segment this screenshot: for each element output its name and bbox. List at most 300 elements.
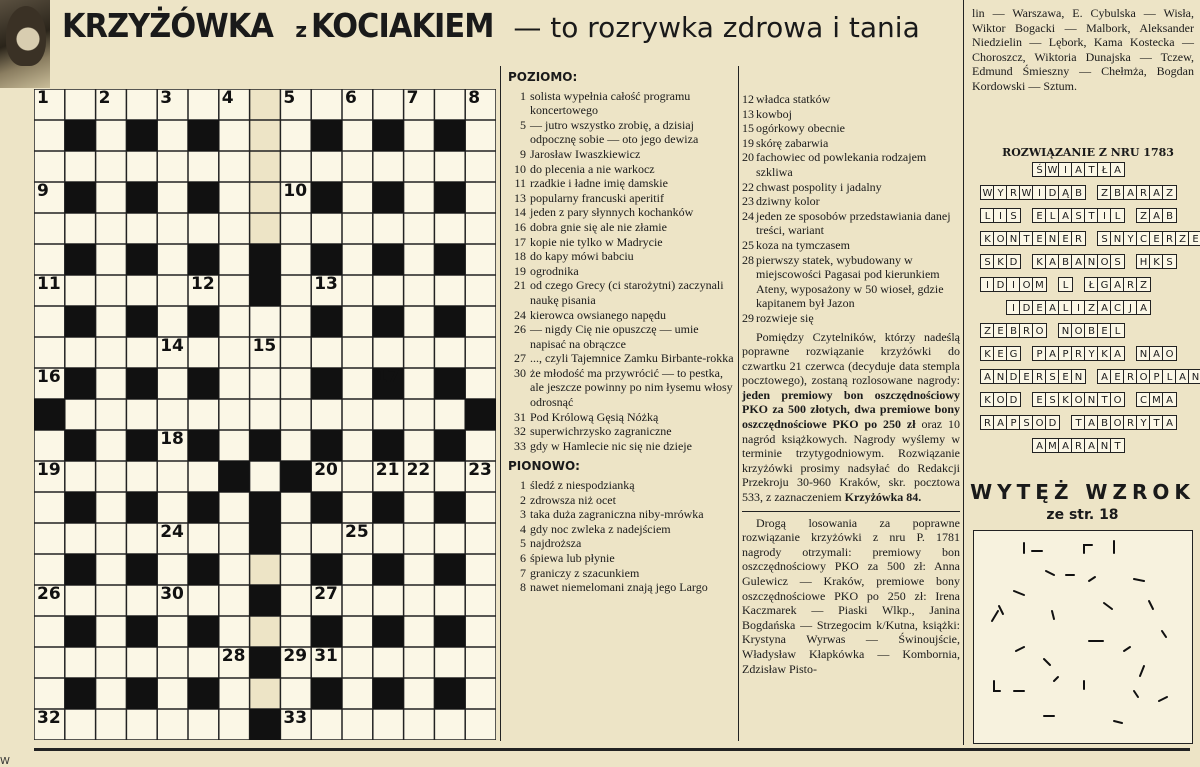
solution-cell: R bbox=[1136, 185, 1151, 200]
solution-cell: Y bbox=[993, 185, 1008, 200]
solution-cell: L bbox=[1045, 208, 1060, 223]
clue-number: 16 bbox=[514, 219, 526, 234]
clue-item bbox=[504, 424, 736, 439]
clue-text: Jarosław Iwaszkiewicz bbox=[530, 146, 641, 161]
wytez-puzzle-image bbox=[973, 530, 1193, 744]
clue-item bbox=[504, 235, 736, 250]
solution-cell: Ł bbox=[1097, 162, 1112, 177]
black-cell bbox=[250, 492, 281, 523]
clues-column-2 bbox=[742, 92, 960, 676]
solution-cell: A bbox=[1149, 208, 1164, 223]
clue-item bbox=[742, 136, 960, 151]
solution-cell: D bbox=[993, 277, 1008, 292]
solution-cell: A bbox=[1110, 162, 1125, 177]
solution-cell: P bbox=[1006, 415, 1021, 430]
clue-text: od czego Grecy (ci starożytni) zaczynali naukę pisania bbox=[530, 278, 724, 307]
solution-cell: N bbox=[1006, 231, 1021, 246]
solution-cell: K bbox=[1058, 392, 1073, 407]
solution-cell: E bbox=[1097, 323, 1112, 338]
clue-text: do plecenia a nie warkocz bbox=[530, 161, 655, 176]
solution-cell: Z bbox=[1175, 231, 1190, 246]
solution-cell: O bbox=[1032, 323, 1047, 338]
solution-cell: A bbox=[1149, 346, 1164, 361]
solution-cell: A bbox=[1149, 185, 1164, 200]
clue-item bbox=[742, 194, 960, 209]
cell-number: 7 bbox=[406, 88, 419, 108]
cell-number: 14 bbox=[160, 336, 184, 356]
solution-cell: I bbox=[1097, 208, 1112, 223]
cell-number: 16 bbox=[37, 367, 61, 387]
black-cell bbox=[65, 678, 96, 709]
clue-number: 19 bbox=[742, 135, 754, 150]
clue-item bbox=[504, 176, 736, 191]
solution-cell: O bbox=[1110, 392, 1125, 407]
solution-cell: R bbox=[1019, 323, 1034, 338]
solution-cell: I bbox=[993, 208, 1008, 223]
black-cell bbox=[188, 492, 219, 523]
black-cell bbox=[126, 492, 157, 523]
clue-number: 33 bbox=[514, 438, 526, 453]
cell-number: 29 bbox=[283, 646, 308, 666]
bottom-rule bbox=[34, 748, 1190, 751]
clue-text: ogrodnika bbox=[530, 263, 579, 278]
black-cell bbox=[311, 244, 342, 275]
black-cell bbox=[311, 492, 342, 523]
solution-cell: L bbox=[1058, 300, 1073, 315]
solution-cell: M bbox=[1032, 277, 1047, 292]
solution-cell: A bbox=[993, 415, 1008, 430]
solution-cell: O bbox=[993, 231, 1008, 246]
solution-cell: C bbox=[1136, 231, 1151, 246]
clue-text: zdrowsza niż ocet bbox=[530, 492, 616, 507]
solution-cell: N bbox=[993, 369, 1008, 384]
solution-cell: A bbox=[1110, 346, 1125, 361]
clue-text: superwichrzysko zagraniczne bbox=[530, 424, 672, 439]
solution-cell: N bbox=[1188, 369, 1200, 384]
footer-text: W bbox=[0, 756, 10, 767]
black-cell bbox=[250, 585, 281, 616]
clue-item bbox=[504, 205, 736, 220]
solution-cell: T bbox=[1019, 231, 1034, 246]
solution-cell: S bbox=[1071, 208, 1086, 223]
clue-item bbox=[504, 162, 736, 177]
clue-item bbox=[742, 311, 960, 326]
solution-cell: N bbox=[1110, 231, 1125, 246]
clue-text: że młodość ma przywrócić — to pestka, ale jeszcze powinny po nim łysemu włosy odrosnąć bbox=[530, 365, 733, 410]
black-cell bbox=[311, 616, 342, 647]
clue-item bbox=[742, 92, 960, 107]
clue-text: — nigdy Cię nie opuszczę — umie napisać na obrączce bbox=[530, 322, 699, 351]
cell-number: 8 bbox=[468, 88, 481, 108]
winners-info: Drogą losowania za poprawne rozwiązanie krzyżówki z nru P. 1781 nagrody otrzymali: premiowy bon oszczędnościowy PKO za 500 zł: Anna Gulewicz — Kraków, premiowe bony oszczędnościowe PKO po 250 zł: Irena Kaczmarek — Piaski Wlkp., Janina Bogdańska — Strzegocim k/Kutna, książki: Krystyna Wyrwas — Świnoujście, Władysław Kłapkówka — Kombornia, Zdzisław Pisto- bbox=[742, 511, 960, 677]
black-cell bbox=[65, 244, 96, 275]
solution-cell: B bbox=[1058, 254, 1073, 269]
black-cell bbox=[373, 182, 404, 213]
solution-cell: E bbox=[1149, 231, 1164, 246]
contest-tag: Krzyżówka 84. bbox=[844, 490, 922, 505]
solution-cell: B bbox=[1006, 323, 1021, 338]
black-cell bbox=[434, 368, 465, 399]
clue-number: 26 bbox=[514, 322, 526, 337]
clue-item bbox=[742, 209, 960, 238]
solution-cell: D bbox=[1019, 300, 1034, 315]
clue-text: — jutro wszystko zrobię, a dzisiaj odpocznę sobie — oto jego dewiza bbox=[530, 117, 699, 147]
solution-cell: N bbox=[1136, 346, 1151, 361]
black-cell bbox=[311, 306, 342, 337]
clues-column-1 bbox=[504, 66, 736, 595]
black-cell bbox=[126, 368, 157, 399]
solution-cell: C bbox=[1110, 300, 1125, 315]
solution-cell: E bbox=[1188, 231, 1200, 246]
solution-cell: N bbox=[1084, 254, 1099, 269]
wytez-subtitle: ze str. 18 bbox=[1046, 507, 1119, 523]
clue-item bbox=[504, 551, 736, 566]
black-cell bbox=[434, 492, 465, 523]
solution-cell: P bbox=[1032, 346, 1047, 361]
black-cell bbox=[126, 182, 157, 213]
solution-cell: I bbox=[1006, 300, 1021, 315]
cell-number: 26 bbox=[37, 584, 61, 604]
cell-number: 21 bbox=[375, 460, 400, 480]
contest-text-2: oraz 10 nagród książkowych. Nagrody wyślemy w terminie trzytygodniowym. Rozwiązanie krzyżówki prosimy nadsyłać do Redakcji Przekroju 30-960 Kraków, skr. pocztowa 533, z zaznaczeniem bbox=[742, 417, 960, 505]
solution-cell: C bbox=[1136, 392, 1151, 407]
column-rule bbox=[500, 66, 501, 741]
solution-cell: D bbox=[1045, 185, 1060, 200]
black-cell bbox=[65, 368, 96, 399]
black-cell bbox=[434, 430, 465, 461]
solution-cell: B bbox=[1097, 415, 1112, 430]
solution-cell: L bbox=[1110, 323, 1125, 338]
solution-cell: R bbox=[1071, 438, 1086, 453]
clue-text: kowboj bbox=[756, 106, 792, 121]
solution-cell: R bbox=[1123, 277, 1138, 292]
clue-item bbox=[742, 107, 960, 122]
clue-number: 8 bbox=[520, 580, 526, 595]
solution-cell: A bbox=[1175, 369, 1190, 384]
clue-number: 4 bbox=[520, 521, 526, 536]
clue-number: 2 bbox=[520, 492, 526, 507]
black-cell bbox=[188, 678, 219, 709]
clue-number: 24 bbox=[514, 307, 526, 322]
solution-cell: I bbox=[1071, 300, 1086, 315]
solution-cell: A bbox=[1097, 369, 1112, 384]
black-cell bbox=[373, 244, 404, 275]
cell-number: 11 bbox=[37, 274, 61, 294]
clue-number: 29 bbox=[742, 310, 754, 325]
clue-text: pierwszy statek, wybudowany w miejscowości Pagasai pod kierunkiem Ateny, wyposażony w 50 wioseł, gdzie kapitanem był Jazon bbox=[756, 252, 944, 311]
solution-cell: T bbox=[1097, 392, 1112, 407]
clue-number: 7 bbox=[520, 565, 526, 580]
portrait-hair bbox=[6, 6, 46, 66]
black-cell bbox=[373, 492, 404, 523]
clue-item bbox=[504, 566, 736, 581]
clue-number: 28 bbox=[742, 252, 754, 267]
cell-number: 25 bbox=[345, 522, 369, 542]
solution-cell: S bbox=[980, 254, 995, 269]
solution-cell: R bbox=[1071, 231, 1086, 246]
solution-cell: W bbox=[980, 185, 995, 200]
solution-cell: K bbox=[980, 346, 995, 361]
clue-item bbox=[504, 507, 736, 522]
clue-number: 22 bbox=[742, 179, 754, 194]
cell-number: 5 bbox=[283, 88, 296, 108]
clue-number: 13 bbox=[514, 190, 526, 205]
black-cell bbox=[188, 368, 219, 399]
solution-cell: A bbox=[1032, 438, 1047, 453]
clue-item bbox=[504, 147, 736, 162]
grid-gap bbox=[250, 678, 281, 709]
clue-text: najdroższa bbox=[530, 536, 582, 551]
grid-gap bbox=[250, 554, 281, 585]
solution-cell: O bbox=[1071, 392, 1086, 407]
solution-cell: A bbox=[1123, 185, 1138, 200]
solution-cell: T bbox=[1084, 208, 1099, 223]
clue-text: gdy noc zwleka z nadejściem bbox=[530, 521, 671, 536]
solution-cell: A bbox=[1058, 208, 1073, 223]
solution-cell: R bbox=[980, 415, 995, 430]
clue-number: 23 bbox=[742, 194, 754, 209]
solution-cell: A bbox=[1045, 254, 1060, 269]
black-cell bbox=[250, 709, 281, 740]
solution-cell: A bbox=[1162, 392, 1177, 407]
column-rule bbox=[963, 0, 964, 745]
cell-number: 22 bbox=[406, 460, 431, 480]
cell-number: 32 bbox=[37, 708, 61, 728]
clue-item bbox=[504, 249, 736, 264]
clue-text: kierowca owsianego napędu bbox=[530, 307, 666, 322]
solution-cell: W bbox=[1045, 162, 1060, 177]
winners-continued: lin — Warszawa, E. Cybulska — Wisła, Wiktor Bogacki — Malbork, Aleksander Niedzielin — Lębork, Kama Kostecka — Choroszcz, Wiktoria Dunajska — Tczew, Edmund Śmieszny — Chełmża, Bogdan Kordowski — Sztum. bbox=[972, 6, 1194, 93]
black-cell bbox=[465, 399, 496, 430]
grid-gap bbox=[250, 182, 281, 213]
clue-item bbox=[742, 180, 960, 195]
cell-number: 24 bbox=[160, 522, 184, 542]
cell-number: 15 bbox=[252, 336, 277, 356]
clue-number: 19 bbox=[514, 263, 526, 278]
page-headline bbox=[62, 6, 962, 66]
solution-cell: P bbox=[1058, 346, 1073, 361]
solution-cell: N bbox=[1084, 392, 1099, 407]
solution-cell: Z bbox=[980, 323, 995, 338]
solution-cell: N bbox=[1071, 369, 1086, 384]
black-cell bbox=[65, 554, 96, 585]
clue-item bbox=[742, 253, 960, 311]
clue-number: 5 bbox=[520, 536, 526, 551]
black-cell bbox=[65, 430, 96, 461]
solution-cell: E bbox=[1032, 231, 1047, 246]
clue-text: chwast pospolity i jadalny bbox=[756, 179, 882, 194]
solution-cell: L bbox=[1162, 369, 1177, 384]
black-cell bbox=[373, 430, 404, 461]
clue-number: 9 bbox=[520, 146, 526, 161]
cell-number: 31 bbox=[314, 646, 338, 666]
solution-cell: R bbox=[1032, 369, 1047, 384]
black-cell bbox=[219, 461, 250, 492]
solution-cell: A bbox=[1110, 277, 1125, 292]
black-cell bbox=[250, 523, 281, 554]
clue-text: ogórkowy obecnie bbox=[756, 121, 845, 136]
clue-item bbox=[504, 536, 736, 551]
black-cell bbox=[250, 647, 281, 678]
solution-cell: E bbox=[993, 323, 1008, 338]
solution-cell: R bbox=[1162, 231, 1177, 246]
black-cell bbox=[188, 430, 219, 461]
clue-item bbox=[742, 150, 960, 179]
black-cell bbox=[250, 244, 281, 275]
black-cell bbox=[434, 306, 465, 337]
cell-number: 10 bbox=[283, 181, 308, 201]
solution-cell: L bbox=[1058, 277, 1073, 292]
solution-cell: A bbox=[1058, 438, 1073, 453]
black-cell bbox=[188, 182, 219, 213]
solution-cell: T bbox=[1071, 415, 1086, 430]
clue-number: 20 bbox=[742, 150, 754, 165]
solution-cell: L bbox=[980, 208, 995, 223]
solution-cell: A bbox=[1045, 300, 1060, 315]
solution-cell: D bbox=[1006, 369, 1021, 384]
solution-cell: O bbox=[1136, 369, 1151, 384]
black-cell bbox=[434, 244, 465, 275]
black-cell bbox=[65, 616, 96, 647]
solution-cell: O bbox=[993, 392, 1008, 407]
black-cell bbox=[373, 120, 404, 151]
clue-number: 24 bbox=[742, 208, 754, 223]
black-cell bbox=[311, 368, 342, 399]
clue-text: fachowiec od powlekania rodzajem szkliwa bbox=[756, 150, 927, 179]
grid-gap bbox=[250, 151, 281, 182]
solution-cell: N bbox=[1045, 231, 1060, 246]
solution-cell: G bbox=[1006, 346, 1021, 361]
solution-cell: A bbox=[1045, 346, 1060, 361]
black-cell bbox=[65, 182, 96, 213]
cell-number: 9 bbox=[37, 181, 49, 201]
headline-subtitle: — to rozrywka zdrowa i tania bbox=[513, 11, 920, 44]
solution-cell: A bbox=[1136, 300, 1151, 315]
solution-cell: A bbox=[1071, 162, 1086, 177]
grid-gap bbox=[250, 120, 281, 151]
clue-item bbox=[504, 278, 736, 307]
solution-grid bbox=[980, 162, 1200, 472]
solution-cell: S bbox=[1019, 415, 1034, 430]
black-cell bbox=[311, 120, 342, 151]
black-cell bbox=[250, 275, 281, 306]
black-cell bbox=[126, 244, 157, 275]
solution-cell: Y bbox=[1123, 231, 1138, 246]
clue-text: kopie nie tylko w Madrycie bbox=[530, 234, 663, 249]
clue-item bbox=[504, 580, 736, 595]
clue-number: 31 bbox=[514, 409, 526, 424]
clue-item bbox=[742, 238, 960, 253]
clue-item bbox=[504, 439, 736, 454]
black-cell bbox=[34, 399, 65, 430]
clue-text: graniczy z szacunkiem bbox=[530, 565, 640, 580]
clue-item bbox=[742, 121, 960, 136]
solution-cell: L bbox=[1110, 208, 1125, 223]
solution-cell: O bbox=[1097, 254, 1112, 269]
solution-cell: E bbox=[993, 346, 1008, 361]
clue-item bbox=[504, 493, 736, 508]
clue-number: 32 bbox=[514, 424, 526, 439]
solution-cell: A bbox=[980, 369, 995, 384]
grid-cells-svg bbox=[34, 89, 496, 740]
solution-cell: K bbox=[993, 254, 1008, 269]
solution-cell: T bbox=[1110, 438, 1125, 453]
solution-cell: T bbox=[1084, 162, 1099, 177]
cell-number: 23 bbox=[468, 460, 492, 480]
clue-text: solista wypełnia całość programu koncertowego bbox=[530, 88, 691, 118]
clue-item bbox=[504, 220, 736, 235]
black-cell bbox=[373, 306, 404, 337]
clue-text: Pod Królową Gęsią Nóżką bbox=[530, 409, 659, 424]
solution-cell: E bbox=[1058, 231, 1073, 246]
clue-text: skórę zabarwia bbox=[756, 135, 829, 150]
clue-number: 15 bbox=[742, 121, 754, 136]
wytez-marks bbox=[974, 531, 1192, 743]
solution-cell: S bbox=[1006, 208, 1021, 223]
clue-text: jeden z pary słynnych kochanków bbox=[530, 205, 694, 220]
black-cell bbox=[126, 678, 157, 709]
black-cell bbox=[126, 120, 157, 151]
clue-item bbox=[504, 322, 736, 351]
solution-cell: Ł bbox=[1084, 277, 1099, 292]
solution-cell: N bbox=[1058, 323, 1073, 338]
wytez-title: WYTĘŻ WZROK bbox=[970, 480, 1195, 504]
clue-item bbox=[504, 478, 736, 493]
solution-cell: R bbox=[1123, 415, 1138, 430]
across-heading: POZIOMO: bbox=[508, 70, 578, 84]
solution-cell: K bbox=[1032, 254, 1047, 269]
black-cell bbox=[188, 616, 219, 647]
clue-number: 6 bbox=[520, 551, 526, 565]
solution-cell: B bbox=[1071, 185, 1086, 200]
clue-number: 14 bbox=[514, 205, 526, 220]
black-cell bbox=[373, 678, 404, 709]
clue-number: 17 bbox=[514, 234, 526, 249]
solution-cell: A bbox=[1084, 438, 1099, 453]
clue-number: 3 bbox=[520, 507, 526, 522]
clue-text: popularny francuski aperitif bbox=[530, 190, 664, 205]
cell-number: 20 bbox=[314, 460, 338, 480]
solution-cell: S bbox=[1045, 392, 1060, 407]
clue-number: 12 bbox=[742, 92, 754, 106]
across-clues bbox=[504, 89, 736, 454]
solution-cell: M bbox=[1045, 438, 1060, 453]
clue-text: gdy w Hamlecie nic się nie dzieje bbox=[530, 438, 692, 453]
clue-number: 27 bbox=[514, 351, 526, 366]
solution-title: ROZWIĄZANIE Z NRU 1783 bbox=[1002, 146, 1174, 159]
clue-item bbox=[504, 410, 736, 425]
solution-cell: S bbox=[1097, 231, 1112, 246]
solution-cell: I bbox=[1058, 162, 1073, 177]
solution-cell: D bbox=[1045, 415, 1060, 430]
black-cell bbox=[434, 554, 465, 585]
solution-cell: I bbox=[1032, 185, 1047, 200]
solution-cell: E bbox=[1058, 369, 1073, 384]
grid-gap bbox=[250, 616, 281, 647]
solution-cell: T bbox=[1149, 415, 1164, 430]
solution-cell: A bbox=[1071, 254, 1086, 269]
cell-number: 2 bbox=[98, 88, 111, 108]
clue-item bbox=[504, 366, 736, 410]
black-cell bbox=[126, 554, 157, 585]
black-cell bbox=[311, 430, 342, 461]
solution-cell: D bbox=[1006, 392, 1021, 407]
down-clues bbox=[504, 478, 736, 595]
solution-cell: Ś bbox=[1032, 162, 1047, 177]
cell-number: 3 bbox=[160, 88, 173, 108]
solution-cell: Z bbox=[1097, 185, 1112, 200]
black-cell bbox=[373, 554, 404, 585]
